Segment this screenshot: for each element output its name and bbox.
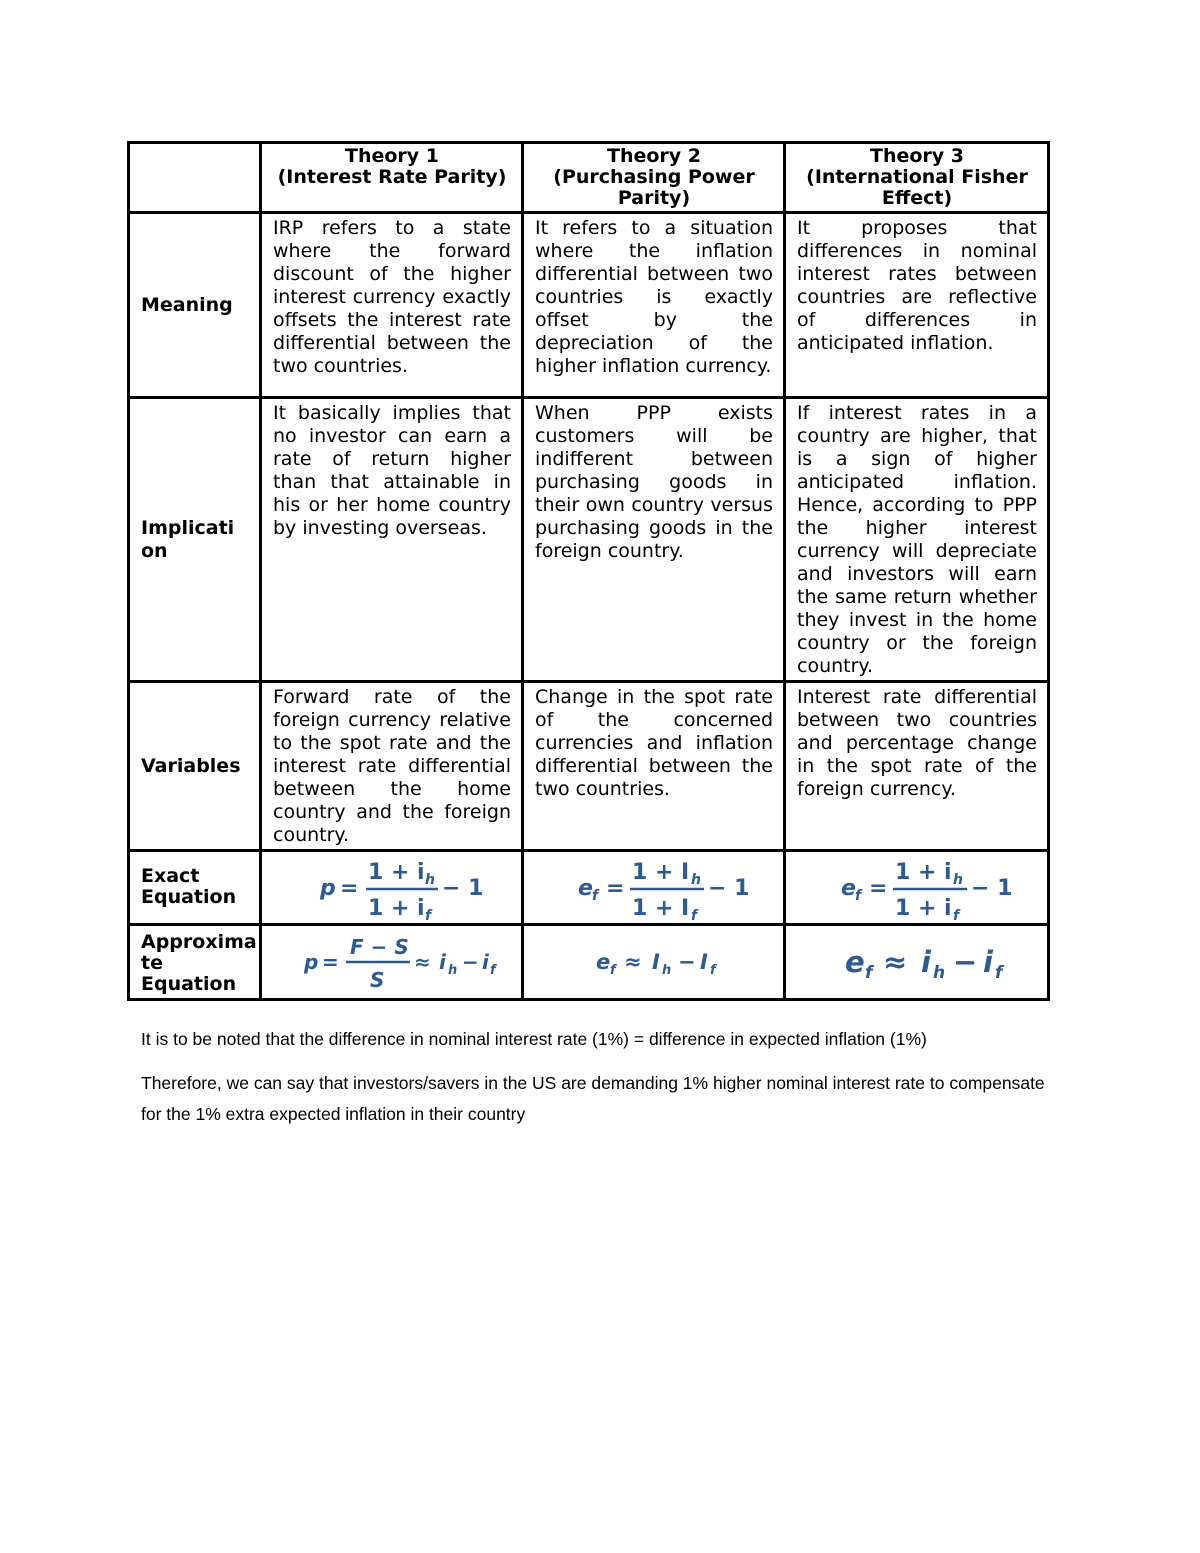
note-paragraph-1: It is to be noted that the difference in nominal interest rate (1%) = difference in expected inflation (1%): [141, 1029, 927, 1049]
svg-text:e: e: [577, 875, 593, 901]
svg-text:1 + i: 1 + i: [367, 895, 425, 921]
svg-text:h: h: [932, 963, 945, 983]
implication-theory-2: When PPP exists customers will be indifferent between purchasing goods in their own country versus purchasing goods in the foreign country.: [523, 398, 785, 682]
svg-text:h: h: [424, 871, 435, 888]
table-row-variables: [129, 682, 1049, 851]
svg-text:S: S: [369, 968, 384, 992]
header-theory-2-subtitle: (Purchasing Power Parity): [553, 166, 755, 209]
svg-text:i: i: [438, 950, 446, 974]
note-paragraph-2: Therefore, we can say that investors/savers in the US are demanding 1% higher nominal interest rate to compensate for the 1% extra expected inflation in their country: [141, 1073, 1045, 1124]
exact-equation-theory-2-formula: [554, 853, 754, 923]
svg-text:I: I: [651, 950, 660, 974]
svg-text:− 1: − 1: [970, 875, 1012, 901]
svg-text:i: i: [982, 945, 993, 979]
header-empty-cell: [129, 143, 261, 213]
svg-text:=: =: [339, 875, 358, 901]
svg-text:− 1: − 1: [707, 875, 749, 901]
approx-equation-theory-2-formula: [554, 927, 754, 997]
svg-text:=: =: [321, 950, 339, 974]
header-theory-3-title: Theory 3: [869, 145, 965, 167]
svg-text:−: −: [461, 950, 479, 974]
svg-text:=: =: [605, 875, 624, 901]
header-theory-3-subtitle: (International Fisher Effect): [806, 166, 1028, 209]
svg-text:f: f: [854, 887, 861, 904]
variables-theory-2: Change in the spot rate of the concerned currencies and inflation differential between the two countries.: [523, 682, 785, 851]
svg-text:1 + i: 1 + i: [894, 859, 952, 885]
svg-text:f: f: [864, 963, 872, 983]
svg-text:≈: ≈: [882, 945, 907, 979]
header-theory-1: [261, 143, 523, 213]
table-row-exact-equation: [129, 851, 1049, 925]
svg-text:1 + I: 1 + I: [631, 859, 689, 885]
header-theory-1-subtitle: (Interest Rate Parity): [277, 166, 507, 188]
exact-equation-theory-3: [785, 851, 1049, 925]
implication-theory-3: If interest rates in a country are higher, that is a sign of higher anticipated inflation. Hence, according to PPP the higher interest currency will depreciate and investors will earn the same return whether they invest in the home country or the foreign country.: [785, 398, 1049, 682]
exact-equation-theory-3-formula: [817, 853, 1017, 923]
svg-text:e: e: [595, 950, 610, 974]
exact-equation-theory-1: [261, 851, 523, 925]
exact-equation-theory-1-formula: [292, 853, 492, 923]
svg-text:f: f: [489, 963, 496, 978]
svg-text:− 1: − 1: [441, 875, 483, 901]
svg-text:f: f: [994, 963, 1002, 983]
svg-text:1 + i: 1 + i: [894, 895, 952, 921]
approx-equation-theory-1: [261, 925, 523, 1000]
svg-text:1 + i: 1 + i: [367, 859, 425, 885]
row-label-approximate-equation: Approxima te Equation: [129, 925, 261, 1000]
svg-text:1 + I: 1 + I: [631, 895, 689, 921]
svg-text:≈: ≈: [623, 950, 642, 974]
row-label-implication: Implication: [129, 398, 261, 682]
approx-equation-theory-2: [523, 925, 785, 1000]
svg-text:h: h: [661, 963, 671, 978]
approx-equation-theory-3: [785, 925, 1049, 1000]
svg-text:f: f: [609, 963, 616, 978]
meaning-theory-3: It proposes that differences in nominal interest rates between countries are reflective of differences in anticipated inflation.: [785, 213, 1049, 398]
svg-text:f: f: [591, 887, 598, 904]
theory-comparison-table: [127, 141, 1050, 1001]
svg-text:F − S: F − S: [349, 935, 409, 959]
header-theory-3: [785, 143, 1049, 213]
exact-equation-theory-2: [523, 851, 785, 925]
svg-text:e: e: [844, 945, 865, 979]
approx-equation-theory-3-formula: [807, 927, 1027, 997]
svg-text:e: e: [840, 875, 856, 901]
approx-equation-theory-1-formula: [282, 927, 502, 997]
header-theory-2: [523, 143, 785, 213]
svg-text:h: h: [447, 963, 457, 978]
svg-text:i: i: [481, 950, 489, 974]
meaning-theory-1: IRP refers to a state where the forward discount of the higher interest currency exactly offsets the interest rate differential between the two countries.: [261, 213, 523, 398]
implication-theory-1: It basically implies that no investor can earn a rate of return higher than that attainable in his or her home country by investing overseas.: [261, 398, 523, 682]
meaning-theory-2: It refers to a situation where the inflation differential between two countries is exactly offset by the depreciation of the higher inflation currency.: [523, 213, 785, 398]
svg-text:−: −: [952, 945, 977, 979]
table-row-approximate-equation: [129, 925, 1049, 1000]
svg-text:f: f: [952, 907, 959, 923]
svg-text:=: =: [868, 875, 887, 901]
svg-text:h: h: [690, 871, 701, 888]
svg-text:≈: ≈: [413, 950, 431, 974]
svg-text:f: f: [424, 907, 431, 923]
svg-text:−: −: [677, 950, 696, 974]
svg-text:f: f: [690, 907, 697, 923]
svg-text:p: p: [303, 950, 318, 974]
svg-text:f: f: [709, 963, 716, 978]
svg-text:i: i: [920, 945, 931, 979]
header-theory-2-title: Theory 2: [606, 145, 702, 167]
row-label-variables: Variables: [129, 682, 261, 851]
svg-text:I: I: [699, 950, 708, 974]
variables-theory-3: Interest rate differential between two countries and percentage change in the spot rate of the foreign currency.: [785, 682, 1049, 851]
table-row-implication: [129, 398, 1049, 682]
table-row-meaning: [129, 213, 1049, 398]
svg-text:h: h: [952, 871, 963, 888]
table-header-row: [129, 143, 1049, 213]
row-label-exact-equation: Exact Equation: [129, 851, 261, 925]
variables-theory-1: Forward rate of the foreign currency relative to the spot rate and the interest rate differential between the home country and the foreign country.: [261, 682, 523, 851]
row-label-meaning: Meaning: [129, 213, 261, 398]
svg-text:p: p: [319, 875, 336, 901]
header-theory-1-title: Theory 1: [344, 145, 440, 167]
